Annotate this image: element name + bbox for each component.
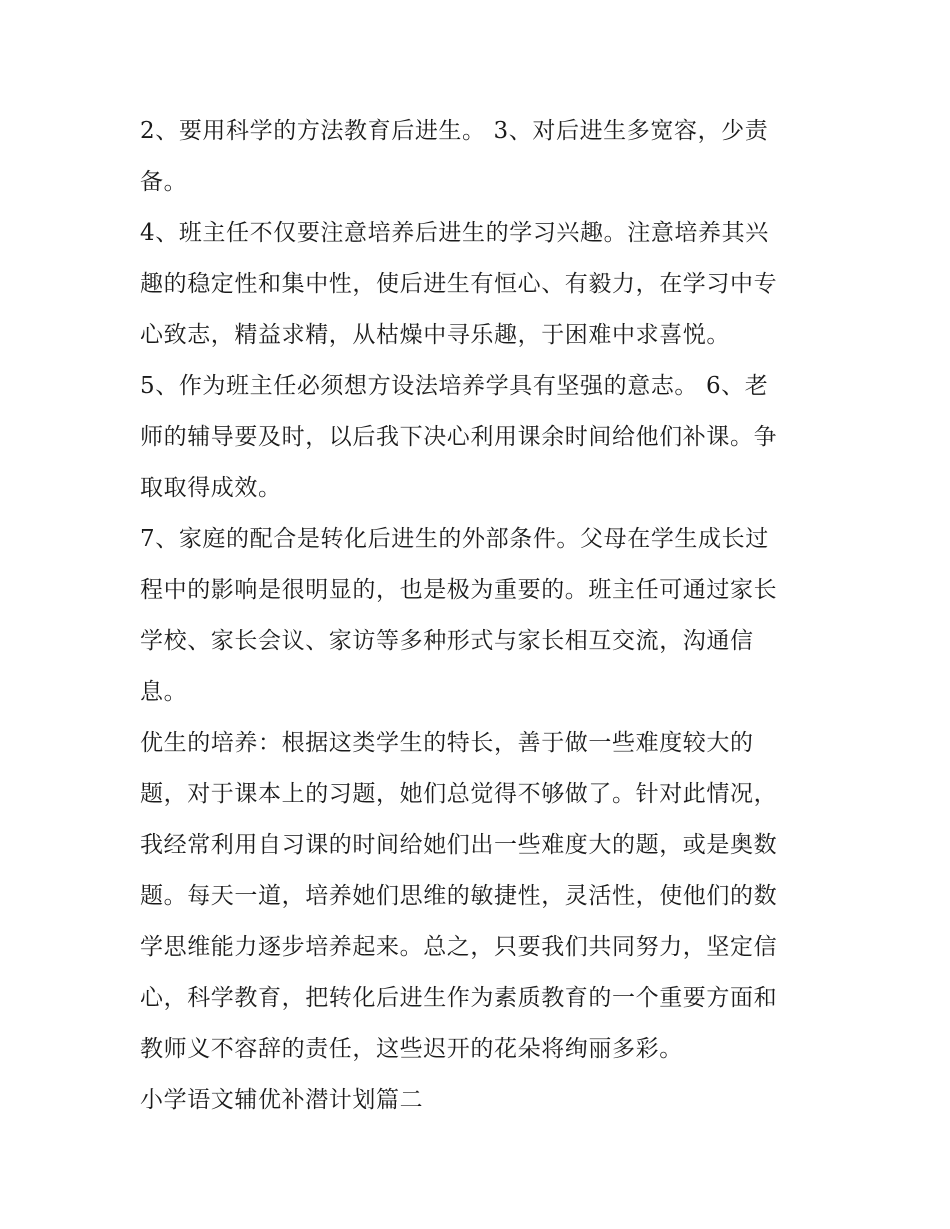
- section-heading: 小学语文辅优补潜计划篇二: [140, 1087, 424, 1113]
- text-line: 息。: [140, 679, 188, 705]
- text-line: 取取得成效。: [140, 475, 282, 501]
- text-line: 备。: [140, 169, 188, 195]
- text-line: 题。每天一道，培养她们思维的敏捷性，灵活性，使他们的数: [140, 883, 778, 909]
- text-line: 5、作为班主任必须想方设法培养学具有坚强的意志。 6、老: [140, 373, 769, 399]
- text-line: 教师义不容辞的责任，这些迟开的花朵将绚丽多彩。: [140, 1036, 683, 1062]
- text-line: 题，对于课本上的习题，她们总觉得不够做了。针对此情况，: [140, 781, 778, 807]
- text-line: 学校、家长会议、家访等多种形式与家长相互交流，沟通信: [140, 628, 754, 654]
- text-line: 趣的稳定性和集中性，使后进生有恒心、有毅力，在学习中专: [140, 271, 778, 297]
- text-line: 师的辅导要及时，以后我下决心利用课余时间给他们补课。争: [140, 424, 778, 450]
- text-line: 心，科学教育，把转化后进生作为素质教育的一个重要方面和: [140, 985, 778, 1011]
- text-line: 学思维能力逐步培养起来。总之，只要我们共同努力，坚定信: [140, 934, 778, 960]
- text-line: 4、班主任不仅要注意培养后进生的学习兴趣。注意培养其兴: [140, 220, 769, 246]
- document-body: [140, 106, 820, 1126]
- text-line: 7、家庭的配合是转化后进生的外部条件。父母在学生成长过: [140, 526, 769, 552]
- text-line: 我经常利用自习课的时间给她们出一些难度大的题，或是奥数: [140, 832, 778, 858]
- text-line: 2、要用科学的方法教育后进生。 3、对后进生多宽容，少责: [140, 118, 769, 144]
- text-line: 心致志，精益求精，从枯燥中寻乐趣，于困难中求喜悦。: [140, 322, 730, 348]
- text-line: 程中的影响是很明显的，也是极为重要的。班主任可通过家长: [140, 577, 778, 603]
- text-line: 优生的培养：根据这类学生的特长，善于做一些难度较大的: [140, 730, 754, 756]
